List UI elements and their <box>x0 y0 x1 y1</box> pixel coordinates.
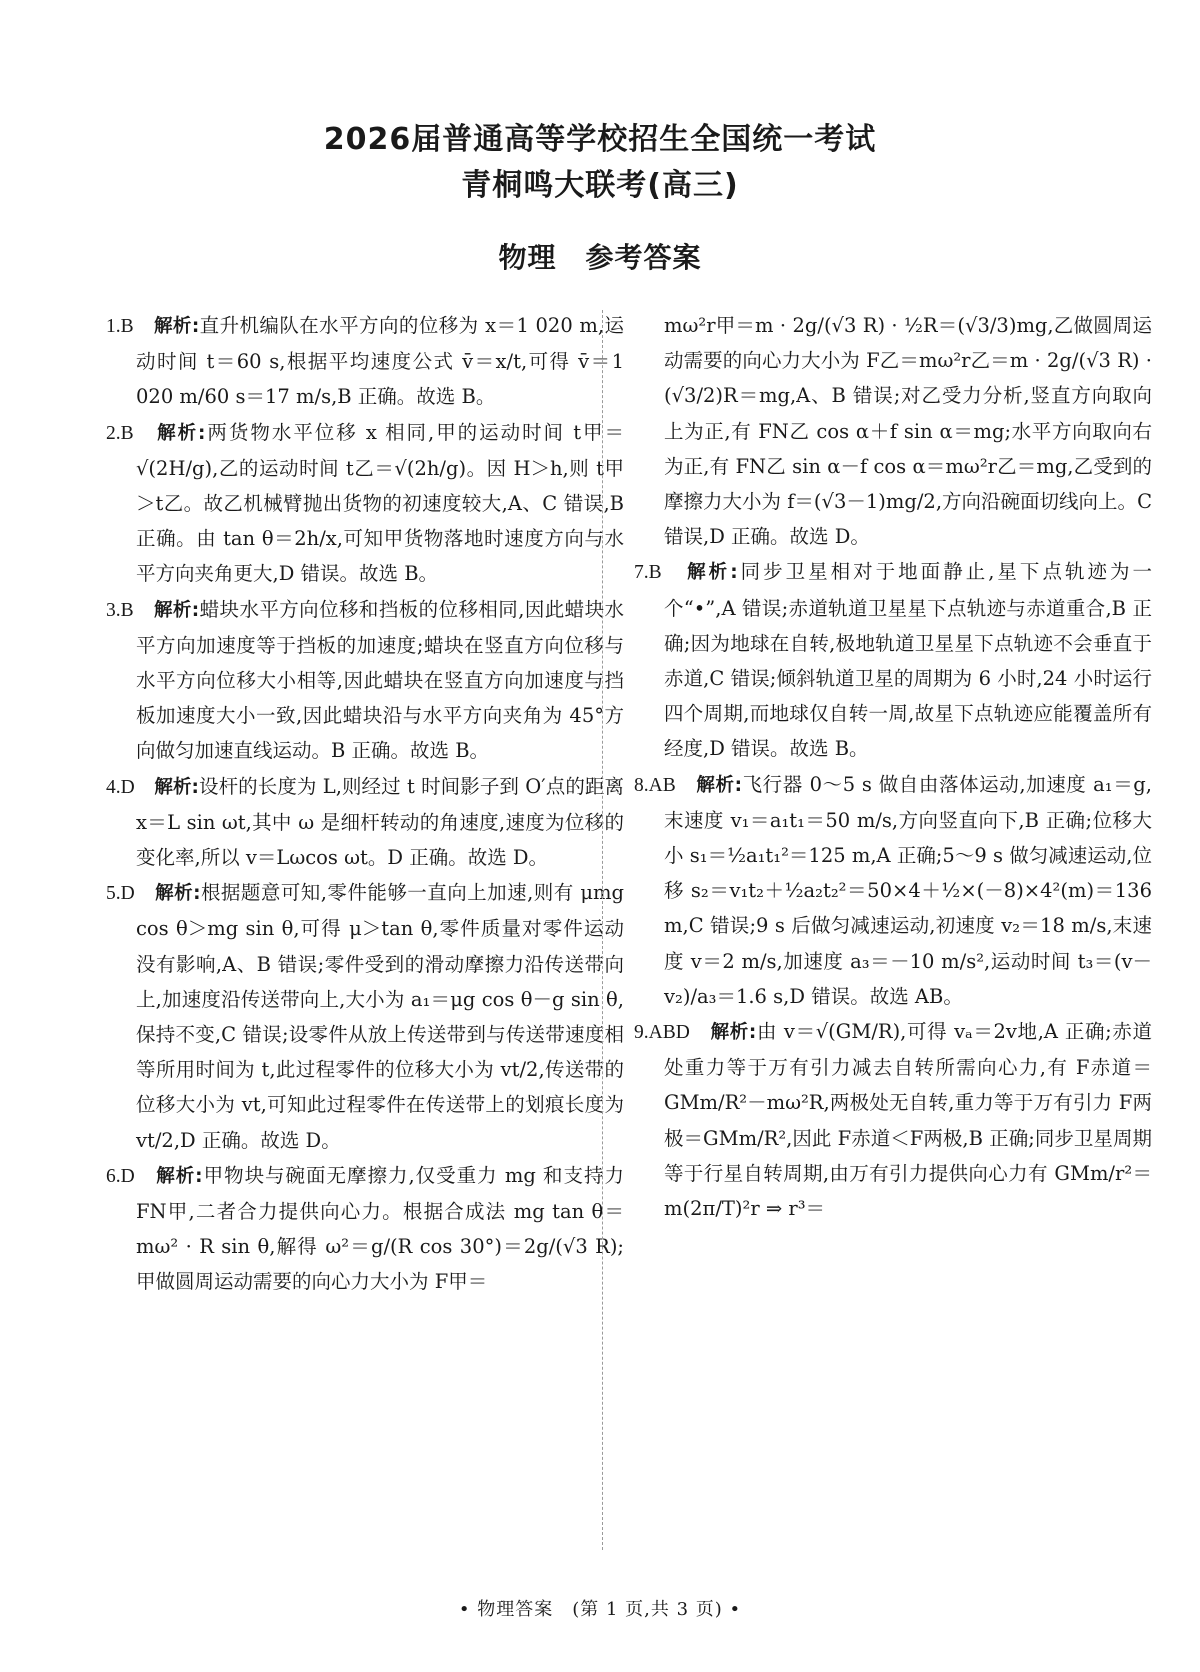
answer-number: 7.B <box>634 562 662 584</box>
answer-item <box>634 767 1152 1014</box>
answer-text: 由 v＝√(GM/R),可得 vₐ＝2v地,A 正确;赤道处重力等于万有引力减去自转所需向心力,有 F赤道＝GMm/R²－mω²R,两极处无自转,重力等于万有引力 F两极＝GMm/R²,因此 F赤道＜F两极,B 正确;同步卫星周期等于行星自转周期,由万有引力提供向心力有 GMm/r²＝m(2π/T)²r ⇒ r³＝ <box>664 1020 1152 1221</box>
analysis-label: 解析: <box>154 776 199 798</box>
answer-text: mω²r甲＝m · 2g/(√3 R) · ½R＝(√3/3)mg,乙做圆周运动需要的向心力大小为 F乙＝mω²r乙＝m · 2g/(√3 R) · (√3/2)R＝mg,A、B 错误;对乙受力分析,竖直方向取向上为正,有 FN乙 cos α＋f sin α＝mg;水平方向取向右为正,有 FN乙 sin α－f cos α＝mω²r乙＝mg,乙受到的摩擦力大小为 f＝(√3－1)mg/2,方向沿碗面切线向上。C 错误,D 正确。故选 D。 <box>664 314 1152 549</box>
answer-text: 同步卫星相对于地面静止,星下点轨迹为一个“•”,A 错误;赤道轨道卫星星下点轨迹与赤道重合,B 正确;因为地球在自转,极地轨道卫星星下点轨迹不会垂直于赤道,C 错误;倾斜轨道卫星的周期为 6 小时,24 小时运行四个周期,而地球仅自转一周,故星下点轨迹应能覆盖所有经度,D 错误。故选 B。 <box>664 560 1152 761</box>
answer-text: 蜡块水平方向位移和挡板的位移相同,因此蜡块水平方向加速度等于挡板的加速度;蜡块在竖直方向位移与水平方向位移大小相等,因此蜡块在竖直方向加速度与挡板加速度大小一致,因此蜡块沿与水平方向夹角为 45°方向做匀加速直线运动。B 正确。故选 B。 <box>136 597 624 763</box>
answer-number: 5.D <box>106 883 135 905</box>
answer-text: 根据题意可知,零件能够一直向上加速,则有 μmg cos θ＞mg sin θ,可得 μ＞tan θ,零件质量对零件运动没有影响,A、B 错误;零件受到的滑动摩擦力沿传送带向上,加速度沿传送带向上,大小为 a₁＝μg cos θ－g sin θ,保持不变,C 错误;设零件从放上传送带到与传送带速度相等所用时间为 t,此过程零件的位移大小为 vt/2,传送带的位移大小为 vt,可知此过程零件在传送带上的划痕长度为 vt/2,D 正确。故选 D。 <box>136 881 624 1152</box>
answer-item <box>106 769 624 876</box>
answer-item <box>106 875 624 1158</box>
analysis-label: 解析: <box>155 883 201 905</box>
answer-continuation <box>634 308 1152 554</box>
answer-number: 2.B <box>106 422 134 444</box>
analysis-label: 解析: <box>153 599 200 621</box>
analysis-label: 解析: <box>156 1165 203 1187</box>
answer-number: 9.ABD <box>634 1022 690 1044</box>
right-column <box>634 308 1152 1226</box>
answer-text: 设杆的长度为 L,则经过 t 时间影子到 O′点的距离 x＝L sin ωt,其中 ω 是细杆转动的角速度,速度为位移的变化率,所以 v＝Lωcos ωt。D 正确。故选 D。 <box>136 774 624 870</box>
answer-text: 直升机编队在水平方向的位移为 x＝1 020 m,运动时间 t＝60 s,根据平均速度公式 v̄＝x/t,可得 v̄＝1 020 m/60 s＝17 m/s,B 正确。故选 B。 <box>136 314 624 409</box>
answer-item <box>634 554 1152 766</box>
left-column <box>106 308 624 1300</box>
subject-title: 物理 参考答案 <box>498 241 702 274</box>
analysis-label: 解析: <box>696 774 742 796</box>
answer-item <box>106 308 624 415</box>
answer-text: 飞行器 0～5 s 做自由落体运动,加速度 a₁＝g,末速度 v₁＝a₁t₁＝50 m/s,方向竖直向下,B 正确;位移大小 s₁＝½a₁t₁²＝125 m,A 正确;5～9 s 做匀减速运动,位移 s₂＝v₁t₂＋½a₂t₂²＝50×4＋½×(－8)×4²(m)＝136 m,C 错误;9 s 后做匀减速运动,初速度 v₂＝18 m/s,末速度 v＝2 m/s,加速度 a₃＝－10 m/s²,运动时间 t₃＝(v－v₂)/a₃＝1.6 s,D 错误。故选 AB。 <box>664 772 1152 1008</box>
answer-item <box>106 1158 624 1300</box>
answer-number: 8.AB <box>634 774 676 796</box>
exam-title: 2026届普通高等学校招生全国统一考试 <box>323 122 877 157</box>
answer-text: 两货物水平位移 x 相同,甲的运动时间 t甲＝√(2H/g),乙的运动时间 t乙＝√(2h/g)。因 H＞h,则 t甲＞t乙。故乙机械臂抛出货物的初速度较大,A、C 错误,B 正确。由 tan θ＝2h/x,可知甲货物落地时速度方向与水平方向夹角更大,D 错误。故选 B。 <box>136 420 624 586</box>
answer-number: 1.B <box>106 316 134 337</box>
answer-text: 甲物块与碗面无摩擦力,仅受重力 mg 和支持力 FN甲,二者合力提供向心力。根据合成法 mg tan θ＝mω² · R sin θ,解得 ω²＝g/(R cos 30°)＝2g/(√3 R);甲做圆周运动需要的向心力大小为 F甲＝ <box>136 1163 624 1294</box>
answer-number: 3.B <box>106 599 134 621</box>
analysis-label: 解析: <box>687 562 738 584</box>
answer-item <box>106 592 624 769</box>
column-divider <box>602 310 603 1550</box>
analysis-label: 解析: <box>710 1022 757 1044</box>
exam-subtitle: 青桐鸣大联考(高三) <box>461 168 739 203</box>
page-footer: • 物理答案 (第 1 页,共 3 页) • <box>458 1599 742 1620</box>
answer-item <box>106 415 624 592</box>
analysis-label: 解析: <box>153 316 200 337</box>
answer-number: 4.D <box>106 776 135 798</box>
analysis-label: 解析: <box>157 422 206 444</box>
answer-number: 6.D <box>106 1165 135 1187</box>
answer-item <box>634 1014 1152 1226</box>
